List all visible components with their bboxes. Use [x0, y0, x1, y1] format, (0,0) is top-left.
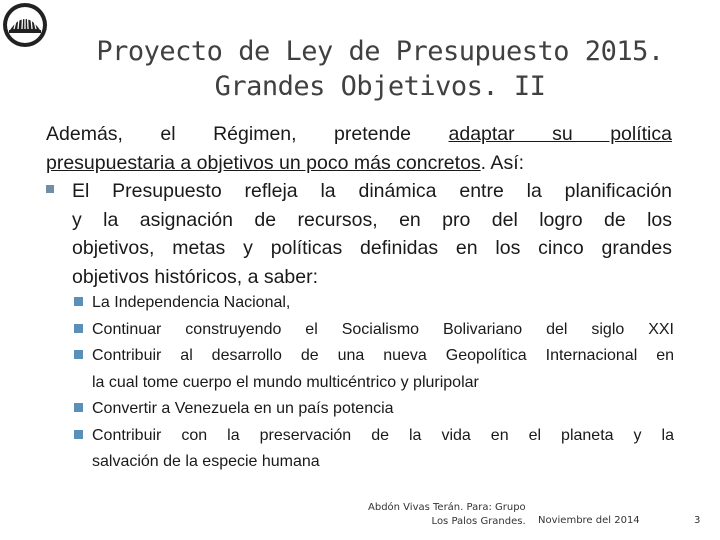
footer-author-line-2: Los Palos Grandes. [431, 516, 526, 527]
page-number: 3 [694, 515, 701, 526]
square-bullet-icon [74, 403, 83, 412]
square-bullet-icon [74, 324, 83, 333]
square-bullet-icon [74, 430, 83, 439]
main-bullet-line: objetivos históricos, a saber: [72, 265, 319, 288]
main-bullet-line: El Presupuesto refleja la dinámica entre la planificación [72, 180, 672, 202]
intro-text: Además, el Régimen, pretende [46, 123, 449, 145]
square-bullet-icon [74, 297, 83, 306]
slide-title [40, 34, 720, 104]
main-bullet-line: y la asignación de recursos, en pro del logro de los [72, 208, 672, 231]
slide-body [46, 120, 672, 291]
footer-date: Noviembre del 2014 [538, 515, 640, 526]
list-item-line: Contribuir al desarrollo de una nueva Geopolítica Internacional en [92, 347, 674, 364]
list-item-line: Contribuir con la preservación de la vida en el planeta y la [92, 426, 674, 444]
list-item-line: Convertir a Venezuela en un país potencia [92, 400, 394, 417]
intro-line-2 [46, 149, 672, 178]
main-bullet-line: objetivos, metas y políticas definidas en los cinco grandes [72, 237, 672, 259]
list-item-line: Continuar construyendo el Socialismo Bolivariano del siglo XXI [92, 320, 674, 338]
main-bullet [46, 177, 672, 291]
list-item [74, 290, 674, 317]
sub-bullet-list [74, 290, 674, 476]
intro-text-end: . Así: [480, 151, 525, 174]
intro-underlined-2: presupuestaria a objetivos un poco más concretos [46, 151, 481, 174]
footer-author-line-1: Abdón Vivas Terán. Para: Grupo [368, 502, 526, 513]
list-item-line: La Independencia Nacional, [92, 294, 291, 311]
list-item [74, 396, 674, 423]
list-item [74, 423, 674, 476]
title-line-1: Proyecto de Ley de Presupuesto 2015. [96, 36, 664, 67]
title-line-2: Grandes Objetivos. II [214, 71, 546, 102]
list-item [74, 343, 674, 396]
intro-line-1 [46, 120, 672, 149]
footer-author [368, 501, 526, 529]
square-bullet-icon [74, 350, 83, 359]
square-bullet-icon [46, 185, 54, 193]
list-item-line: la cual tome cuerpo el mundo multicéntrico y pluripolar [92, 373, 479, 391]
list-item [74, 317, 674, 344]
intro-underlined-1: adaptar su política [448, 123, 672, 145]
list-item-line: salvación de la especie humana [92, 453, 320, 470]
